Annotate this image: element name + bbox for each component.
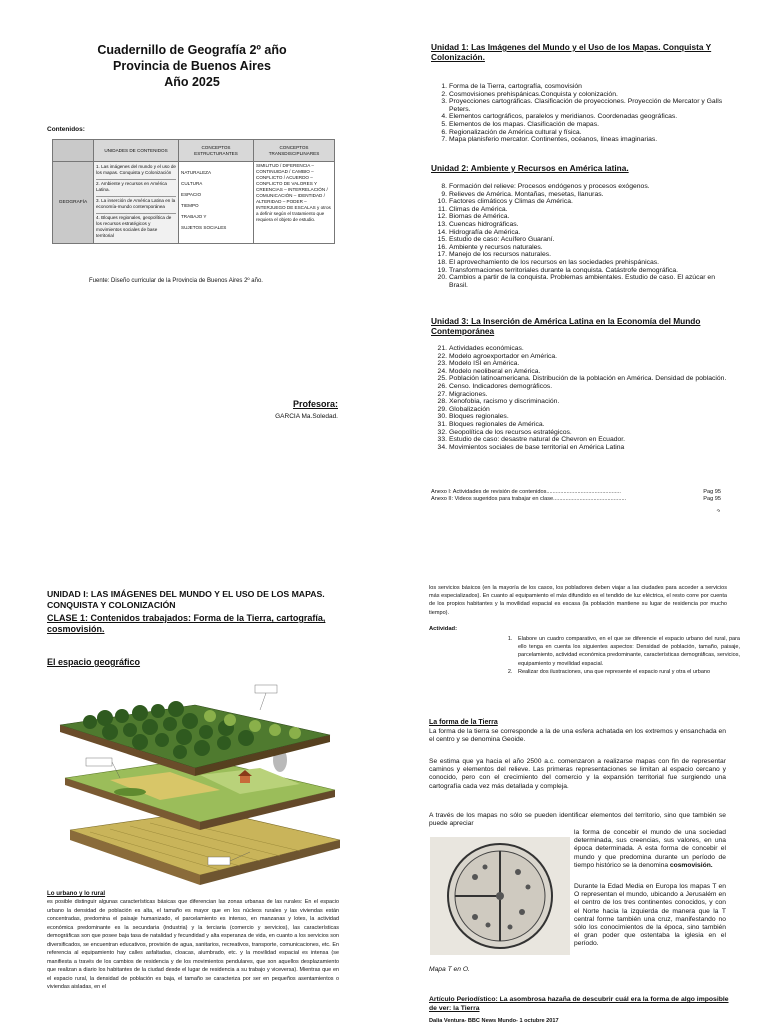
toc-number: 9. bbox=[441, 190, 447, 198]
toc-text: Población latinoamericana. Distribución de la población en América. Densidad de población. bbox=[449, 375, 727, 383]
toc-number: 14. bbox=[437, 228, 447, 236]
teacher-label: Profesora: bbox=[292, 399, 338, 409]
paragraph-text: la forma de concebir el mundo de una sociedad determinada, sus creencias, sus valores, en una época determinada. A esta forma de concebir el mundo y que predomina durante un período de tiempo histórico se la denomina bbox=[574, 829, 726, 869]
unit1-list bbox=[431, 83, 731, 144]
toc-text: Hidrografía de América. bbox=[449, 228, 521, 236]
class-heading: CLASE 1: Contenidos trabajados: Forma de la Tierra, cartografía, cosmovisión. bbox=[47, 613, 326, 634]
toc-text: Geopolítica de los recursos estratégicos. bbox=[449, 428, 572, 436]
toc-text: Xenofobia, racismo y discriminación. bbox=[449, 398, 560, 406]
paragraph: La forma de la tierra se corresponde a la de una esfera achatada en los extremos y ensanchada en el centro y se denomina Geoide. bbox=[429, 728, 726, 744]
article-title: Artículo Periodístico: La asombrosa hazaña de descubrir cuál era la forma de algo imposible de ver: la Tierra bbox=[429, 996, 729, 1012]
toc-number: 22. bbox=[437, 352, 447, 360]
cover-title-line: Año 2025 bbox=[164, 75, 220, 89]
toc-number: 2. bbox=[441, 90, 447, 98]
toc-text: Formación del relieve: Procesos endógenos y procesos exógenos. bbox=[449, 183, 650, 190]
toc-item bbox=[431, 251, 731, 259]
toc-number: 4. bbox=[441, 113, 447, 121]
toc-number: 21. bbox=[437, 345, 447, 352]
annex-page: Pag 95 bbox=[703, 496, 721, 502]
activity-item: 1. Elabore un cuadro comparativo, en el que se diferencie el espacio urbano del rural, para ello tenga en cuenta los siguientes aspectos: Densidad de población, tamaño, paisaje, parcelamiento, actividad económica predominante, características demográficas, servicios, equipamiento y movilidad espacial. bbox=[514, 635, 740, 668]
toc-item bbox=[431, 360, 731, 368]
toc-item bbox=[431, 221, 731, 229]
activity-item: 2. Realizar dos ilustraciones, una que represente el espacio rural y otra el urbano bbox=[514, 668, 740, 676]
toc-number: 17. bbox=[437, 251, 447, 259]
paragraph: Durante la Edad Media en Europa los mapas T en O representan el mundo, ubicando a Jerusalém en el centro de los tres continentes conocidos, y con el Norte hacia la izquierda de manera que la T central forme también una cruz, manifestando no sólo los conocimientos de la época, sino también el gran poder que ostentaba la iglesia en el período. bbox=[574, 883, 726, 948]
toc-text: Estudio de caso: desastre natural de Chevron en Ecuador. bbox=[449, 436, 626, 444]
toc-item bbox=[431, 259, 731, 267]
toc-number: 20. bbox=[437, 274, 447, 282]
toc-text: Cuencas hidrográficas. bbox=[449, 220, 519, 228]
annex-list bbox=[431, 489, 721, 503]
toc-number: 16. bbox=[437, 243, 447, 251]
toc-item bbox=[431, 345, 731, 353]
toc-number: 7. bbox=[441, 136, 447, 144]
toc-item bbox=[431, 98, 731, 113]
t-in-o-map-illustration bbox=[430, 837, 570, 955]
toc-text: Proyecciones cartográficas. Clasificación de proyecciones. Proyección de Mercator y Galls Peters. bbox=[449, 98, 723, 113]
urban-rural-heading: Lo urbano y lo rural bbox=[47, 890, 106, 897]
toc-item bbox=[431, 391, 731, 399]
transdisciplinary-cell: SIMILITUD / DIFERENCIA – CONTINUIDAD / CAMBIO – CONFLICTO / ACUERDO – CONFLICTO DE VALORES Y CREENCIAS – INTERRELACIÓN / COMUNICACIÓN – IDENTIDAD / ALTERIDAD – PODER – INTERJUEGO DE ESCALAS y otros a definir según el tratamiento que requiera el objeto de estudio. bbox=[254, 162, 335, 244]
toc-number: 24. bbox=[437, 367, 447, 375]
toc-item bbox=[431, 421, 731, 429]
earth-shape-heading: La forma de la Tierra bbox=[429, 719, 498, 726]
toc-number: 6. bbox=[441, 128, 447, 136]
toc-number: 3. bbox=[441, 98, 447, 106]
toc-text: Actividades económicas. bbox=[449, 345, 524, 352]
unit1-title: Unidad 1: Las Imágenes del Mundo y el Uso de los Mapas. Conquista Y Colonización. bbox=[431, 42, 712, 62]
toc-text: Modelo ISI en América. bbox=[449, 360, 520, 368]
toc-text: Transformaciones territoriales durante la conquista. Catástrofe demográfica. bbox=[449, 266, 679, 274]
page-index bbox=[384, 0, 768, 512]
toc-item bbox=[431, 191, 731, 199]
toc-text: Globalización bbox=[449, 405, 490, 413]
toc-item bbox=[431, 236, 731, 244]
unit2-title: Unidad 2: Ambiente y Recursos en América latina. bbox=[431, 163, 629, 173]
toc-item bbox=[431, 113, 731, 121]
toc-number: 27. bbox=[437, 390, 447, 398]
toc-item bbox=[431, 91, 731, 99]
teacher-name: GARCIA Ma.Soledad. bbox=[275, 413, 338, 420]
toc-item bbox=[431, 444, 731, 452]
toc-text: Ambiente y recursos naturales. bbox=[449, 243, 543, 251]
subject-cell: GEOGRAFÍA bbox=[53, 162, 94, 244]
toc-item bbox=[431, 267, 731, 275]
geographic-space-illustration bbox=[50, 680, 340, 885]
page-unit1 bbox=[0, 512, 384, 1024]
toc-number: 34. bbox=[437, 443, 447, 451]
cover-title bbox=[0, 42, 384, 90]
toc-number: 26. bbox=[437, 382, 447, 390]
table-header: CONCEPTOS ESTRUCTURANTES bbox=[179, 140, 254, 162]
toc-item bbox=[431, 375, 731, 383]
toc-item bbox=[431, 213, 731, 221]
toc-text: Modelo neoliberal en América. bbox=[449, 367, 541, 375]
article-author: Dalia Ventura- BBC News Mundo- 1 octubre 2017 bbox=[429, 1018, 559, 1024]
paragraph: A través de los mapas no sólo se pueden identificar elementos del territorio, sino que también se puede apreciar bbox=[429, 812, 726, 828]
unit2-list bbox=[431, 183, 731, 289]
unit-entry: 3. La inserción de América Latina en la economía-mundo contemporánea bbox=[96, 197, 176, 214]
toc-item bbox=[431, 244, 731, 252]
toc-number: 30. bbox=[437, 413, 447, 421]
toc-number: 8. bbox=[441, 183, 447, 190]
keyword-cosmovision: cosmovisión. bbox=[669, 861, 713, 869]
toc-text: Forma de la Tierra, cartografía, cosmovisión bbox=[449, 83, 582, 90]
concept: CULTURA bbox=[181, 180, 203, 186]
toc-text: Migraciones. bbox=[449, 390, 488, 398]
toc-text: Estudio de caso: Acuífero Guaraní. bbox=[449, 236, 555, 244]
toc-text: Censo. Indicadores demográficos. bbox=[449, 382, 553, 390]
page-earth-shape bbox=[384, 512, 768, 1024]
section-heading: El espacio geográfico bbox=[47, 657, 141, 667]
toc-number: 25. bbox=[437, 375, 447, 383]
unit-entry: 4. Bloques regionales, geopolítica de los recursos estratégicos y movimientos sociales de base territorial bbox=[96, 215, 172, 238]
toc-number: 33. bbox=[437, 436, 447, 444]
toc-number: 5. bbox=[441, 120, 447, 128]
concept: TIEMPO bbox=[181, 202, 199, 208]
annex-item bbox=[431, 496, 721, 503]
toc-number: 28. bbox=[437, 398, 447, 406]
table-header: CONCEPTOS TRANSDISCIPLINARES bbox=[254, 140, 335, 162]
toc-number: 23. bbox=[437, 360, 447, 368]
table-source: Fuente: Diseño curricular de la Provincia de Buenos Aires 2º año. bbox=[89, 278, 263, 284]
toc-item bbox=[431, 398, 731, 406]
toc-item bbox=[431, 121, 731, 129]
unit3-title: Unidad 3: La Inserción de América Latina en la Economía del Mundo Contemporánea bbox=[431, 316, 701, 336]
toc-number: 19. bbox=[437, 266, 447, 274]
toc-number: 1. bbox=[441, 83, 447, 90]
annex-page: Pag 95 bbox=[703, 489, 721, 495]
contents-label: Contenidos: bbox=[47, 126, 85, 133]
toc-text: Regionalización de América cultural y física. bbox=[449, 128, 582, 136]
toc-item bbox=[431, 413, 731, 421]
toc-text: El aprovechamiento de los recursos en las sociedades prehispánicas. bbox=[449, 258, 660, 266]
toc-text: Biomas de América. bbox=[449, 213, 510, 221]
page-cover bbox=[0, 0, 384, 512]
toc-item bbox=[431, 383, 731, 391]
toc-text: Cosmovisiones prehispánicas.Conquista y colonización. bbox=[449, 90, 618, 98]
cover-title-line: Cuadernillo de Geografía 2º año bbox=[97, 43, 287, 57]
toc-item bbox=[431, 83, 731, 91]
toc-item bbox=[431, 353, 731, 361]
urban-rural-text: es posible distinguir algunas características básicas que diferencian las zonas urbanas de las rurales: En el espacio urbano la densidad de población es alta, el tamaño es mayor que en los núcleos rurales y las viviendas están concentradas, predomina el paisaje humanizado, el parcelamiento es intenso, en manzanas y lotes, la actividad económica predominante es la secundaria (industria) y la terciaria (comercio y servicios), las características demográficas son que posee baja tasa de natalidad y fecundidad y alta esperanza de vida, en cuanto a los servicios son diversificados, se encuentran educativos, provisión de agua, sanitarios, recreativos, transporte, comunicaciones, etc. En referencia al equipamiento hay calles asfaltadas, cloacas, alumbrado, etc. y la movilidad espacial es intensa (se manifiesta a través de los cambios de residencia y de los movimientos pendulares, que son aquellos desplazamiento que realizan a diario los habitantes de la ciudad desde el lugar de residencia a su trabajo y viceversa). Mientras que en el espacio rural, la densidad de población es baja, el tamaño se caracteriza por ser en pequeños asentamientos o viviendas aisladas, en el bbox=[47, 899, 339, 990]
unit-entry: 1. Las imágenes del mundo y el uso de los mapas. Conquista y Colonización bbox=[96, 163, 176, 180]
paragraph: Se estima que ya hacia el año 2500 a.c. comenzaron a realizarse mapas con fin de representar caminos y elementos del relieve. Las primeras representaciones se limitan al espacio cercano y conocido, pero con el crecimiento del comercio y la expansión territorial fue surgiendo una cartografía cada vez más detallada y compleja. bbox=[429, 758, 726, 790]
cover-title-line: Provincia de Buenos Aires bbox=[113, 59, 271, 73]
toc-text: Cambios a partir de la conquista. Problemas ambientales. Estudio de caso. El azúcar en Brasil. bbox=[449, 274, 715, 289]
toc-text: Bloques regionales. bbox=[449, 413, 509, 421]
toc-item bbox=[431, 368, 731, 376]
toc-text: Relieves de América. Montañas, mesetas, llanuras. bbox=[449, 190, 604, 198]
toc-text: Bloques regionales de América. bbox=[449, 420, 545, 428]
table-corner bbox=[53, 140, 94, 162]
toc-item bbox=[431, 406, 731, 414]
toc-text: Climas de América. bbox=[449, 205, 508, 213]
toc-number: 11. bbox=[438, 205, 447, 213]
toc-text: Manejo de los recursos naturales. bbox=[449, 251, 552, 259]
toc-item bbox=[431, 206, 731, 214]
concept: SUJETOS SOCIALES bbox=[181, 224, 227, 230]
toc-item bbox=[431, 229, 731, 237]
concept: TRABAJO Y bbox=[181, 213, 207, 219]
rural-continuation-text: los servicios básicos (en la mayoría de los casos, los pobladores deben viajar a las ciudades para acceder a servicios más especializados). En cuanto al equipamiento el más difundido es el tendido de luz eléctrica, el resto corre por cuenta de los propios habitantes y la movilidad espacial es escasa (la población mantiene su lugar de residencia por mucho tiempo). bbox=[429, 585, 727, 616]
toc-number: 10. bbox=[437, 198, 447, 206]
toc-item bbox=[431, 436, 731, 444]
toc-number: 12. bbox=[437, 213, 447, 221]
toc-item bbox=[431, 429, 731, 437]
unit3-list bbox=[431, 345, 731, 451]
unit-heading: UNIDAD I: LAS IMÁGENES DEL MUNDO Y EL USO DE LOS MAPAS. CONQUISTA Y COLONIZACIÓN bbox=[47, 589, 325, 610]
toc-number: 32. bbox=[437, 428, 447, 436]
toc-item bbox=[431, 136, 731, 144]
toc-item bbox=[431, 183, 731, 191]
concept: ESPACIO bbox=[181, 191, 202, 197]
concept: NATURALEZA bbox=[181, 169, 212, 175]
map-caption: Mapa T en O. bbox=[429, 966, 470, 973]
toc-text: Movimientos sociales de base territorial en América Latina bbox=[449, 443, 625, 451]
toc-text: Elementos de los mapas. Clasificación de mapas. bbox=[449, 120, 599, 128]
toc-number: 29. bbox=[437, 405, 447, 413]
toc-number: 18. bbox=[437, 258, 447, 266]
curriculum-table bbox=[52, 139, 335, 244]
unit-entry: 2. Ambiente y recursos en América Latina. bbox=[96, 180, 176, 197]
toc-item bbox=[431, 129, 731, 137]
toc-item bbox=[431, 274, 731, 289]
table-header: UNIDADES DE CONTENIDOS bbox=[94, 140, 179, 162]
paragraph-wrap bbox=[574, 829, 726, 870]
activity-list bbox=[498, 635, 740, 676]
toc-item bbox=[431, 198, 731, 206]
toc-number: 13. bbox=[437, 220, 447, 228]
toc-number: 15. bbox=[437, 236, 447, 244]
toc-text: Modelo agroexportador en América. bbox=[449, 352, 558, 360]
annex-label: Anexo I: Actividades de revisión de contenidos................................................ bbox=[431, 489, 621, 495]
toc-text: Factores climáticos y Climas de América. bbox=[449, 198, 573, 206]
structuring-concepts-cell bbox=[179, 162, 254, 244]
annex-item bbox=[431, 489, 721, 496]
units-cell bbox=[94, 162, 179, 244]
annex-label: Anexo II: Videos sugeridos para trabajar en clase............................................... bbox=[431, 496, 627, 502]
toc-text: Elementos cartográficos, paralelos y meridianos. Coordenadas geográficas. bbox=[449, 113, 678, 121]
toc-text: Mapa planisferio mercator. Continentes, océanos, líneas imaginarias. bbox=[449, 136, 658, 144]
toc-number: 31. bbox=[437, 420, 447, 428]
activity-label: Actividad: bbox=[429, 626, 458, 632]
